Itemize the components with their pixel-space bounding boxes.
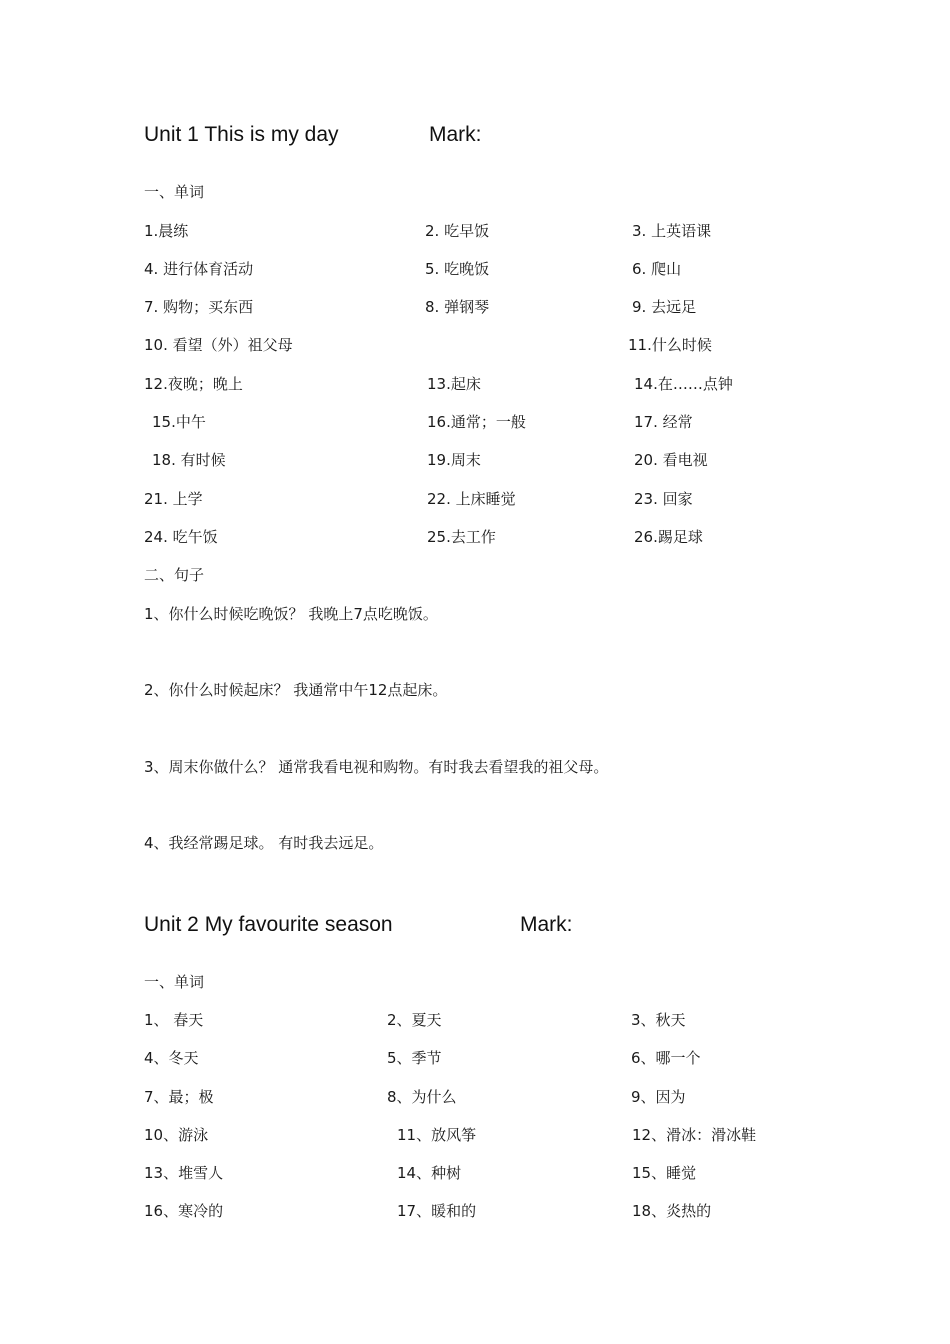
unit1-sentence: 2、你什么时候起床？ 我通常中午12点起床。 xyxy=(144,681,448,699)
unit1-sentence: 3、周末你做什么？ 通常我看电视和购物。有时我去看望我的祖父母。 xyxy=(144,758,609,776)
unit1-word: 13.起床 xyxy=(427,375,481,393)
unit1-mark-label: Mark: xyxy=(429,123,482,146)
unit2-word: 8、为什么 xyxy=(387,1088,457,1106)
unit1-word: 22. 上床睡觉 xyxy=(427,490,516,508)
unit2-word: 17、暖和的 xyxy=(397,1202,477,1220)
unit2-word: 13、堆雪人 xyxy=(144,1164,224,1182)
unit2-word: 9、因为 xyxy=(631,1088,686,1106)
unit1-word: 25.去工作 xyxy=(427,528,496,546)
unit2-word: 15、睡觉 xyxy=(632,1164,697,1182)
unit2-word: 5、季节 xyxy=(387,1049,442,1067)
unit1-sentence: 1、你什么时候吃晚饭？ 我晚上7点吃晚饭。 xyxy=(144,605,438,623)
unit2-word: 14、种树 xyxy=(397,1164,462,1182)
unit2-word: 6、哪一个 xyxy=(631,1049,701,1067)
unit2-mark-label: Mark: xyxy=(520,913,573,936)
unit2-word: 10、游泳 xyxy=(144,1126,209,1144)
unit1-word: 19.周末 xyxy=(427,451,481,469)
unit2-word: 16、寒冷的 xyxy=(144,1202,224,1220)
unit1-word: 10. 看望（外）祖父母 xyxy=(144,336,293,354)
unit1-word: 9. 去远足 xyxy=(632,298,697,316)
unit1-word: 14.在……点钟 xyxy=(634,375,733,393)
unit1-word: 12.夜晚；晚上 xyxy=(144,375,243,393)
unit1-word: 20. 看电视 xyxy=(634,451,708,469)
unit1-word: 24. 吃午饭 xyxy=(144,528,218,546)
unit1-title: Unit 1 This is my day xyxy=(144,123,339,146)
unit1-word: 11.什么时候 xyxy=(628,336,712,354)
unit2-word: 1、 春天 xyxy=(144,1011,204,1029)
unit2-words-heading: 一、单词 xyxy=(144,973,205,991)
unit1-word: 1.晨练 xyxy=(144,222,189,240)
unit1-word: 3. 上英语课 xyxy=(632,222,712,240)
unit1-word: 6. 爬山 xyxy=(632,260,682,278)
unit2-title: Unit 2 My favourite season xyxy=(144,913,393,936)
unit2-word: 7、最；极 xyxy=(144,1088,214,1106)
unit1-sentence: 4、我经常踢足球。 有时我去远足。 xyxy=(144,834,384,852)
unit1-word: 15.中午 xyxy=(152,413,206,431)
unit1-word: 8. 弹钢琴 xyxy=(425,298,490,316)
unit1-word: 26.踢足球 xyxy=(634,528,703,546)
unit2-word: 2、夏天 xyxy=(387,1011,442,1029)
unit1-word: 21. 上学 xyxy=(144,490,203,508)
unit2-word: 18、炎热的 xyxy=(632,1202,712,1220)
unit1-sentences-heading: 二、句子 xyxy=(144,566,205,584)
unit1-words-heading: 一、单词 xyxy=(144,183,205,201)
unit1-word: 5. 吃晚饭 xyxy=(425,260,490,278)
unit2-word: 3、秋天 xyxy=(631,1011,686,1029)
unit1-word: 17. 经常 xyxy=(634,413,693,431)
unit1-word: 16.通常；一般 xyxy=(427,413,526,431)
unit2-word: 12、滑冰：滑冰鞋 xyxy=(632,1126,757,1144)
unit2-word: 11、放风筝 xyxy=(397,1126,477,1144)
unit2-word: 4、冬天 xyxy=(144,1049,199,1067)
unit1-word: 4. 进行体育活动 xyxy=(144,260,254,278)
unit1-word: 2. 吃早饭 xyxy=(425,222,490,240)
unit1-word: 7. 购物；买东西 xyxy=(144,298,254,316)
unit1-word: 18. 有时候 xyxy=(152,451,226,469)
unit1-word: 23. 回家 xyxy=(634,490,693,508)
